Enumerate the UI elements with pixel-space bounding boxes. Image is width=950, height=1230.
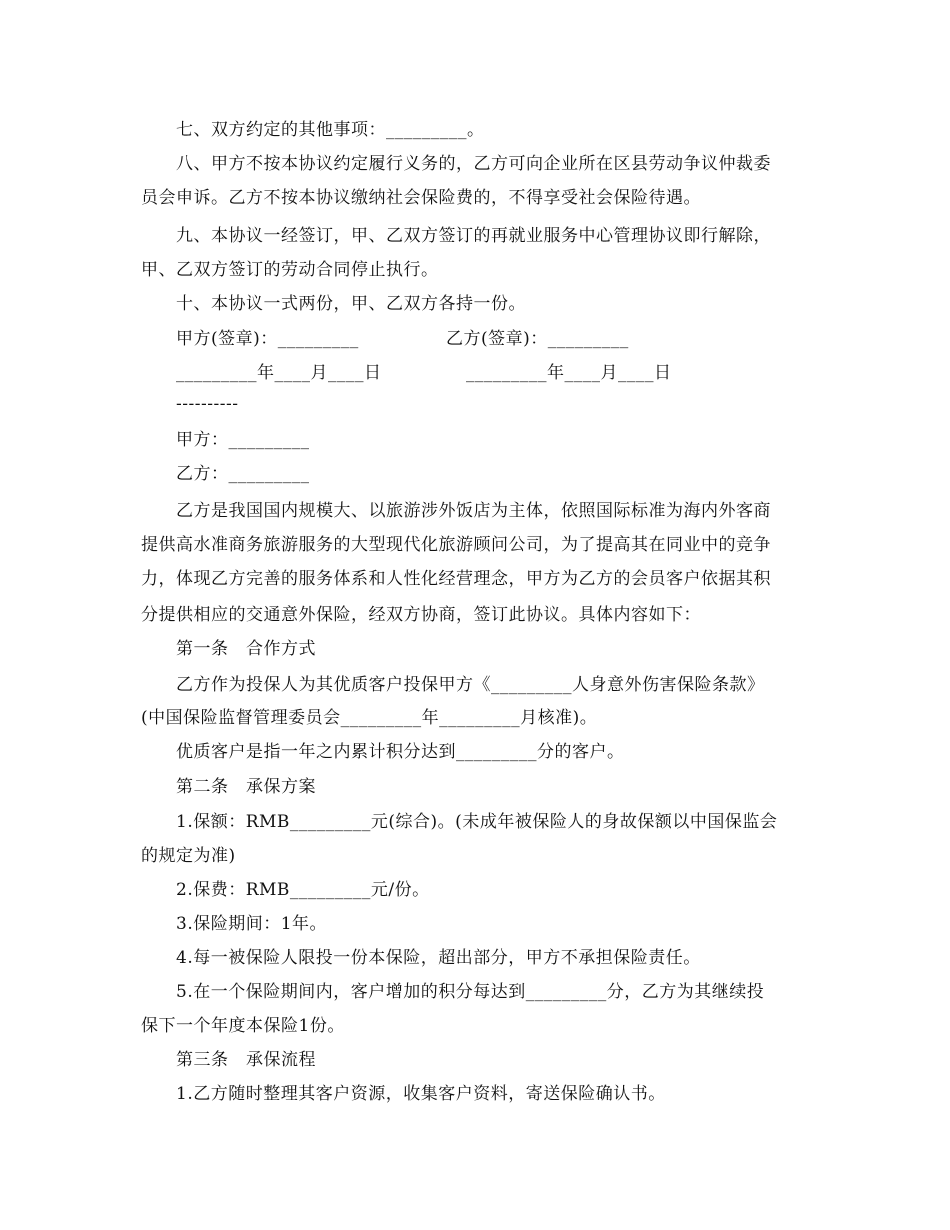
- clause-10: 十、本协议一式两份，甲、乙双方各持一份。: [176, 294, 526, 314]
- intro-line-2: 提供高水准商务旅游服务的大型现代化旅游顾问公司，为了提高其在同业中的竞争: [141, 535, 771, 555]
- clause-7: 七、双方约定的其他事项：_________。: [176, 120, 485, 140]
- article-2-heading: 第二条 承保方案: [176, 777, 316, 797]
- party-a-date: _________年____月____日: [176, 363, 382, 383]
- article-2-item-1-line-2: 的规定为准): [141, 846, 236, 866]
- article-3-item-1: 1.乙方随时整理其客户资源，收集客户资料，寄送保险确认书。: [176, 1084, 666, 1104]
- clause-9-line-1: 九、本协议一经签订，甲、乙双方签订的再就业服务中心管理协议即行解除，: [176, 226, 771, 246]
- article-1-line-3: 优质客户是指一年之内累计积分达到_________分的客户。: [176, 742, 625, 762]
- party-a-seal: 甲方(签章)：_________: [176, 329, 359, 349]
- article-1-heading: 第一条 合作方式: [176, 639, 316, 659]
- intro-line-1: 乙方是我国国内规模大、以旅游涉外饭店为主体，依照国际标准为海内外客商: [176, 501, 771, 521]
- article-2-item-4: 4.每一被保险人限投一份本保险，超出部分，甲方不承担保险责任。: [176, 948, 701, 968]
- intro-line-3: 力，体现乙方完善的服务体系和人性化经营理念，甲方为乙方的会员客户依据其积: [141, 569, 771, 589]
- article-2-item-3: 3.保险期间：1年。: [176, 914, 328, 934]
- clause-8-line-1: 八、甲方不按本协议约定履行义务的，乙方可向企业所在区县劳动争议仲裁委: [176, 154, 771, 174]
- intro-line-4: 分提供相应的交通意外保险，经双方协商，签订此协议。具体内容如下：: [141, 605, 701, 625]
- clause-9-line-2: 甲、乙双方签订的劳动合同停止执行。: [141, 260, 439, 280]
- party-b-seal: 乙方(签章)：_________: [446, 329, 629, 349]
- article-3-heading: 第三条 承保流程: [176, 1050, 316, 1070]
- party-b-label: 乙方：_________: [176, 464, 310, 484]
- party-a-label: 甲方：_________: [176, 430, 310, 450]
- article-2-item-5-line-2: 保下一个年度本保险1份。: [141, 1016, 345, 1036]
- article-2-item-2: 2.保费：RMB_________元/份。: [176, 880, 430, 900]
- article-2-item-1-line-1: 1.保额：RMB_________元(综合)。(未成年被保险人的身故保额以中国保监会: [176, 812, 778, 832]
- article-1-line-2: (中国保险监督管理委员会_________年_________月核准)。: [141, 708, 598, 728]
- article-1-line-1: 乙方作为投保人为其优质客户投保甲方《_________人身意外伤害保险条款》: [176, 675, 765, 695]
- party-b-date: _________年____月____日: [466, 363, 672, 383]
- article-2-item-5-line-1: 5.在一个保险期间内，客户增加的积分每达到_________分，乙方为其继续投: [176, 982, 765, 1002]
- clause-8-line-2: 员会申诉。乙方不按本协议缴纳社会保险费的，不得享受社会保险待遇。: [141, 188, 701, 208]
- separator-dashes: ----------: [176, 394, 239, 414]
